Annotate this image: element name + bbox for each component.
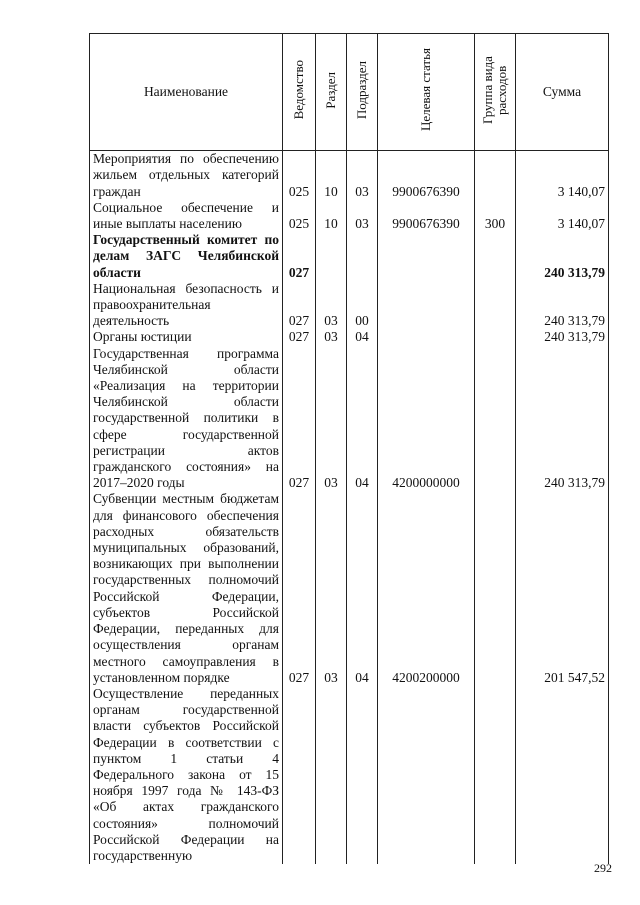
page-number: 292 — [594, 861, 612, 875]
cell-target-item: 4200000000 — [378, 346, 475, 492]
cell-subsection: 00 — [347, 281, 378, 330]
cell-expense-group — [475, 491, 516, 685]
header-department-cell — [283, 34, 316, 151]
cell-department: 027 — [283, 329, 316, 345]
table-row — [90, 329, 609, 345]
table-row — [90, 200, 609, 232]
cell-target-item: 9900676390 — [378, 151, 475, 200]
cell-name: Органы юстиции — [90, 329, 283, 345]
header-target-item-cell — [378, 34, 475, 151]
cell-target-item — [378, 686, 475, 864]
header-expense-group: Группа вида расходов — [480, 56, 509, 124]
table-body — [90, 151, 609, 864]
cell-name: Субвенции местным бюджетам для финансового обеспечения расходных обязательств муниципальных образований, возникающих при выполнении государственных полномочий Российской Федерации, субъектов Российской Федерации, переданных для осуществления органам местного самоуправления в установленном порядке — [90, 491, 283, 685]
cell-expense-group — [475, 346, 516, 492]
header-name: Наименование — [90, 34, 283, 151]
cell-sum: 201 547,52 — [516, 491, 609, 685]
cell-target-item — [378, 232, 475, 281]
cell-expense-group — [475, 329, 516, 345]
cell-department: 025 — [283, 151, 316, 200]
table-row — [90, 491, 609, 685]
cell-name: Осуществление переданных органам государственной власти субъектов Российской Федерации в соответствии с пунктом 1 статьи 4 Федерального закона от 15 ноября 1997 года № 143-ФЗ «Об актах гражданского состояния» полномочий Российской Федерации на государственную — [90, 686, 283, 864]
header-section: Раздел — [323, 71, 338, 109]
cell-section: 03 — [316, 281, 347, 330]
cell-department: 027 — [283, 281, 316, 330]
cell-sum — [516, 686, 609, 864]
table-row — [90, 346, 609, 492]
cell-expense-group — [475, 151, 516, 200]
cell-department — [283, 686, 316, 864]
header-subsection-cell — [347, 34, 378, 151]
cell-department: 027 — [283, 346, 316, 492]
cell-target-item: 4200200000 — [378, 491, 475, 685]
cell-expense-group — [475, 281, 516, 330]
cell-name: Государственный комитет по делам ЗАГС Челябинской области — [90, 232, 283, 281]
cell-section: 10 — [316, 151, 347, 200]
header-subsection: Подраздел — [354, 60, 369, 120]
table-row — [90, 232, 609, 281]
cell-expense-group — [475, 686, 516, 864]
budget-table — [89, 33, 609, 864]
header-sum: Сумма — [516, 34, 609, 151]
cell-target-item — [378, 329, 475, 345]
cell-subsection — [347, 686, 378, 864]
header-target-item: Целевая статья — [418, 48, 433, 132]
table-row — [90, 151, 609, 200]
header-section-cell — [316, 34, 347, 151]
cell-section: 03 — [316, 346, 347, 492]
cell-name: Национальная безопасность и правоохранительная деятельность — [90, 281, 283, 330]
cell-subsection: 04 — [347, 491, 378, 685]
cell-subsection: 04 — [347, 346, 378, 492]
cell-target-item — [378, 281, 475, 330]
cell-subsection: 03 — [347, 200, 378, 232]
cell-name: Мероприятия по обеспечению жильем отдельных категорий граждан — [90, 151, 283, 200]
cell-sum: 240 313,79 — [516, 232, 609, 281]
table-row — [90, 281, 609, 330]
cell-target-item: 9900676390 — [378, 200, 475, 232]
cell-department: 025 — [283, 200, 316, 232]
cell-department: 027 — [283, 491, 316, 685]
cell-sum: 3 140,07 — [516, 151, 609, 200]
cell-subsection: 03 — [347, 151, 378, 200]
cell-subsection — [347, 232, 378, 281]
table-row — [90, 686, 609, 864]
cell-expense-group: 300 — [475, 200, 516, 232]
cell-section: 03 — [316, 329, 347, 345]
cell-name: Государственная программа Челябинской области «Реализация на территории Челябинской области государственной политики в сфере государственной регистрации актов гражданского состояния» на 2017–2020 годы — [90, 346, 283, 492]
table-header-row — [90, 34, 609, 151]
cell-section: 10 — [316, 200, 347, 232]
cell-subsection: 04 — [347, 329, 378, 345]
cell-section — [316, 232, 347, 281]
cell-sum: 240 313,79 — [516, 281, 609, 330]
cell-sum: 240 313,79 — [516, 329, 609, 345]
cell-sum: 3 140,07 — [516, 200, 609, 232]
cell-expense-group — [475, 232, 516, 281]
cell-sum: 240 313,79 — [516, 346, 609, 492]
cell-section — [316, 686, 347, 864]
cell-name: Социальное обеспечение и иные выплаты населению — [90, 200, 283, 232]
header-department: Ведомство — [291, 60, 306, 120]
cell-section: 03 — [316, 491, 347, 685]
header-expense-group-cell — [475, 34, 516, 151]
cell-department: 027 — [283, 232, 316, 281]
